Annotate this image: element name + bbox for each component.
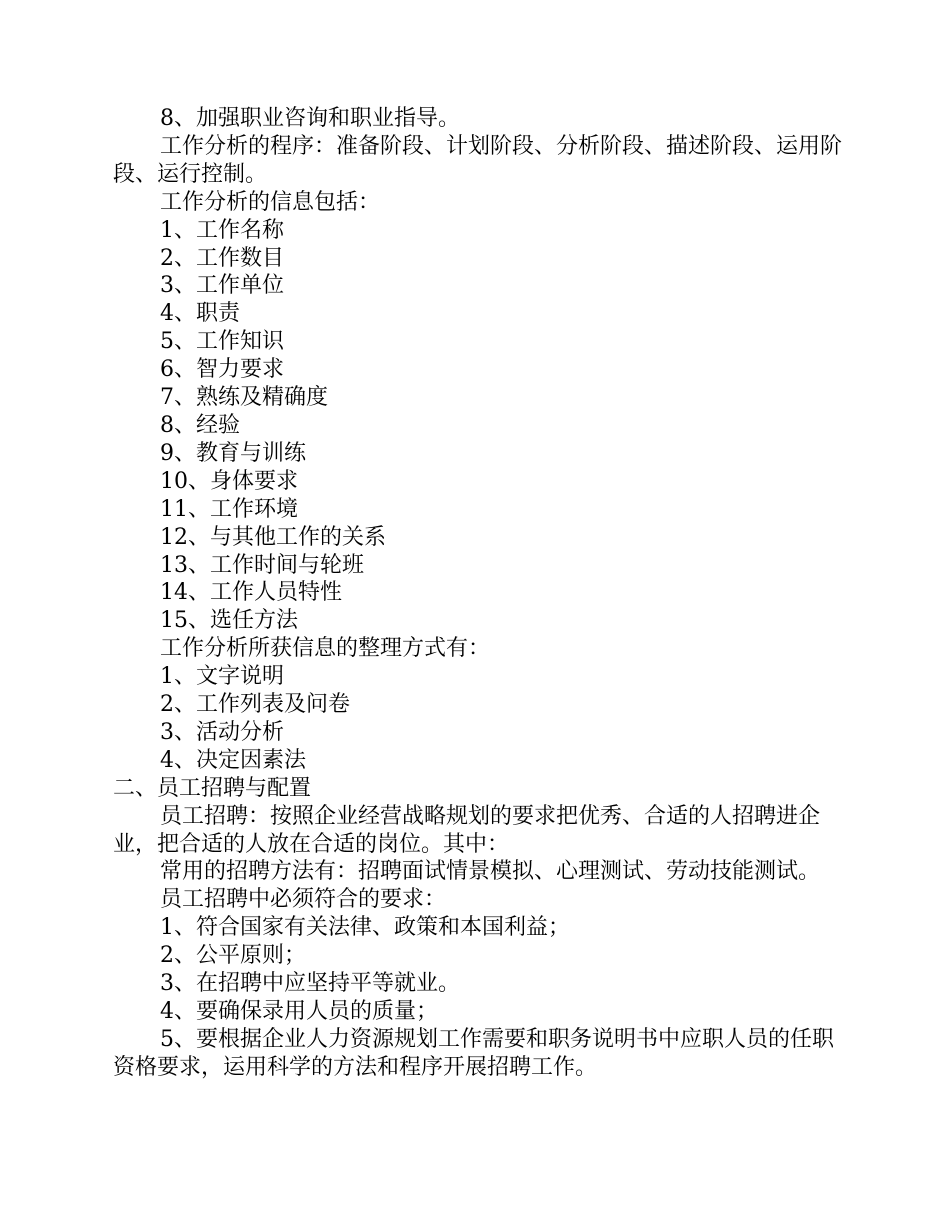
list-item: 8、经验 <box>160 412 240 438</box>
list-item: 15、选任方法 <box>160 608 298 634</box>
list-item: 9、教育与训练 <box>160 440 306 466</box>
procedure-paragraph: 工作分析的程序：准备阶段、计划阶段、分析阶段、描述阶段、运用阶段、运行控制。 <box>113 133 843 187</box>
list-item: 1、文字说明 <box>160 664 284 690</box>
requirements-list <box>113 914 843 1026</box>
list-item: 4、职责 <box>160 301 240 327</box>
list-item: 12、与其他工作的关系 <box>160 524 386 550</box>
section-heading: 二、员工招聘与配置 <box>113 775 312 801</box>
info-heading: 工作分析的信息包括： <box>160 189 381 215</box>
list-item: 2、公平原则； <box>160 943 306 969</box>
list-item: 14、工作人员特性 <box>160 580 342 606</box>
list-item: 2、工作列表及问卷 <box>160 692 350 718</box>
requirements-heading: 员工招聘中必须符合的要求： <box>160 887 447 913</box>
requirement-5-paragraph: 5、要根据企业人力资源规划工作需要和职务说明书中应职人员的任职资格要求，运用科学的方法和程序开展招聘工作。 <box>113 1026 834 1080</box>
list-item: 11、工作环境 <box>160 496 298 522</box>
list-item: 5、工作知识 <box>160 329 284 355</box>
info-list <box>113 217 843 636</box>
recruitment-methods: 常用的招聘方法有：招聘面试情景模拟、心理测试、劳动技能测试。 <box>160 859 821 885</box>
item-line: 8、加强职业咨询和职业指导。 <box>160 106 460 131</box>
list-item: 4、要确保录用人员的质量； <box>160 999 438 1024</box>
recruitment-definition: 员工招聘：按照企业经营战略规划的要求把优秀、合适的人招聘进企业，把合适的人放在合适的岗位。其中： <box>113 803 821 857</box>
list-item: 3、在招聘中应坚持平等就业。 <box>160 971 460 997</box>
list-item: 3、活动分析 <box>160 719 284 745</box>
list-item: 1、符合国家有关法律、政策和本国利益； <box>160 915 570 941</box>
document-page <box>113 105 843 1082</box>
organize-heading: 工作分析所获信息的整理方式有： <box>160 636 491 662</box>
list-item: 3、工作单位 <box>160 273 284 299</box>
list-item: 10、身体要求 <box>160 468 298 494</box>
list-item: 4、决定因素法 <box>160 747 306 773</box>
organize-list <box>113 663 843 775</box>
list-item: 2、工作数目 <box>160 245 284 271</box>
list-item: 6、智力要求 <box>160 357 284 383</box>
list-item: 7、熟练及精确度 <box>160 385 328 411</box>
list-item: 13、工作时间与轮班 <box>160 552 364 578</box>
list-item: 1、工作名称 <box>160 217 284 243</box>
